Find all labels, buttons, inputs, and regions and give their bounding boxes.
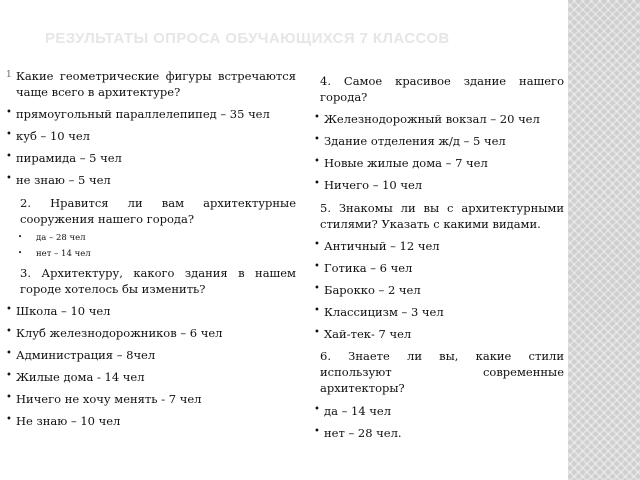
answer-item: • Здание отделения ж/д – 5 чел (314, 133, 564, 149)
answer-item: • прямоугольный параллелепипед – 35 чел (6, 106, 296, 122)
answer-item: • Барокко – 2 чел (314, 282, 564, 298)
question-1-number: 1 (6, 70, 12, 80)
answer-item: • Железнодорожный вокзал – 20 чел (314, 111, 564, 127)
left-column (6, 68, 296, 435)
question-5: 5. Знакомы ли вы с архитектурными стилями? Указать с какими видами. (320, 200, 564, 231)
answer-item: • Готика – 6 чел (314, 260, 564, 276)
answer-item: • пирамида – 5 чел (6, 150, 296, 166)
slide-title: РЕЗУЛЬТАТЫ ОПРОСА ОБУЧАЮЩИХСЯ 7 КЛАССОВ (45, 30, 450, 47)
question-4: 4. Самое красивое здание нашего города? (320, 74, 564, 105)
question-6: 6. Знаете ли вы, какие стили используют современные архитекторы? (320, 349, 564, 396)
answer-item: • Новые жилые дома – 7 чел (314, 155, 564, 171)
answer-item: • не знаю – 5 чел (6, 172, 296, 188)
answer-item: • куб – 10 чел (6, 128, 296, 144)
answer-item: • Клуб железнодорожников – 6 чел (6, 325, 296, 341)
answer-item: • Античный – 12 чел (314, 238, 564, 254)
answer-item: • Школа – 10 чел (6, 303, 296, 319)
answer-item: • нет – 28 чел. (314, 425, 564, 441)
answer-item: • нет – 14 чел (6, 249, 296, 261)
answer-item: • Не знаю – 10 чел (6, 413, 296, 429)
question-2: 2. Нравится ли вам архитектурные сооружения нашего города? (20, 195, 296, 226)
question-3: 3. Архитектуру, какого здания в нашем городе хотелось бы изменить? (20, 265, 296, 296)
answer-item: • Ничего – 10 чел (314, 177, 564, 193)
answer-item: • да – 28 чел (6, 233, 296, 245)
question-1-text: Какие геометрические фигуры встречаются чаще всего в архитектуре? (16, 69, 296, 100)
right-column (314, 73, 564, 447)
answer-item: • Хай-тек- 7 чел (314, 326, 564, 342)
question-1 (6, 68, 296, 100)
answer-item: • Жилые дома - 14 чел (6, 369, 296, 385)
answer-item: • Ничего не хочу менять - 7 чел (6, 391, 296, 407)
answer-item: • Классицизм – 3 чел (314, 304, 564, 320)
answer-item: • Администрация – 8чел (6, 347, 296, 363)
answer-item: • да – 14 чел (314, 403, 564, 419)
decorative-side-stripe (568, 0, 640, 480)
